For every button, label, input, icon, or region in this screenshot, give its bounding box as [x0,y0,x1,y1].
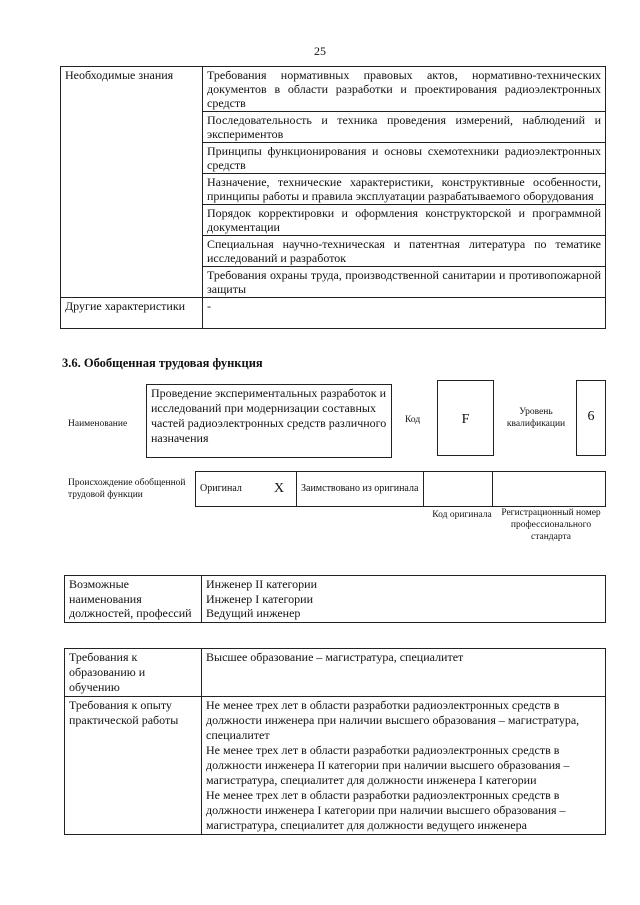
knowledge-item: Принципы функционирования и основы схемотехники радиоэлектронных средств [203,143,606,174]
position-item: Ведущий инженер [206,606,301,620]
reg-number-cell [493,472,606,507]
code-value: F [437,380,494,456]
knowledge-table [60,66,606,329]
knowledge-item: Назначение, технические характеристики, конструктивные особенности, принципы работы и правила эксплуатации разрабатываемого оборудования [203,174,606,205]
positions-list [202,576,606,623]
other-characteristics-value: - [203,298,606,329]
experience-label: Требования к опыту практической работы [65,697,202,835]
experience-item: Не менее трех лет в области разработки радиоэлектронных средств в должности инженера II категории при наличии высшего образования – магистратура, специалитет для должности инженера I категории [206,743,570,787]
level-value: 6 [576,380,606,456]
level-label: Уровень квалификации [506,407,566,429]
origin-label: Происхождение обобщенной трудовой функции [68,478,186,500]
experience-item: Не менее трех лет в области разработки радиоэлектронных средств в должности инженера I категории при наличии высшего образования – магистратура, специалитет для должности ведущего инженера [206,788,566,832]
education-label: Требования к образованию и обучению [65,649,202,697]
experience-item: Не менее трех лет в области разработки радиоэлектронных средств в должности инженера при наличии высшего образования – магистратура, специалитет [206,698,580,742]
page-number: 25 [314,44,326,58]
code-original-cell [424,472,493,507]
experience-list [202,697,606,835]
section-heading: 3.6. Обобщенная трудовая функция [62,356,263,370]
positions-label: Возможные наименования должностей, профессий [65,576,202,623]
knowledge-item: Требования охраны труда, производственной санитарии и противопожарной защиты [203,267,606,298]
original-mark: X [262,472,297,507]
name-label: Наименование [68,419,128,429]
function-name-value: Проведение экспериментальных разработок и исследований при модернизации составных частей радиоэлектронных средств различного назначения [146,384,392,458]
knowledge-label: Необходимые знания [61,67,203,298]
positions-table [64,575,606,623]
position-item: Инженер I категории [206,591,313,606]
origin-table [195,471,606,507]
code-original-caption: Код оригинала [432,510,492,520]
other-characteristics-label: Другие характеристики [61,298,203,329]
knowledge-item: Порядок корректировки и оформления конструкторской и программной документации [203,205,606,236]
knowledge-item: Последовательность и техника проведения измерений, наблюдений и экспериментов [203,112,606,143]
education-value: Высшее образование – магистратура, специалитет [202,649,606,697]
knowledge-item: Требования нормативных правовых актов, нормативно-технических документов в области разработки и проектирования радиоэлектронных средств [203,67,606,112]
code-label: Код [405,415,421,425]
knowledge-item: Специальная научно-техническая и патентная литература по тематике исследований и разработок [203,236,606,267]
borrowed-label: Заимствовано из оригинала [297,472,424,507]
original-label: Оригинал [196,472,263,507]
position-item: Инженер II категории [206,577,317,591]
education-table [64,648,606,835]
reg-number-caption: Регистрационный номер профессионального стандарта [501,508,601,542]
